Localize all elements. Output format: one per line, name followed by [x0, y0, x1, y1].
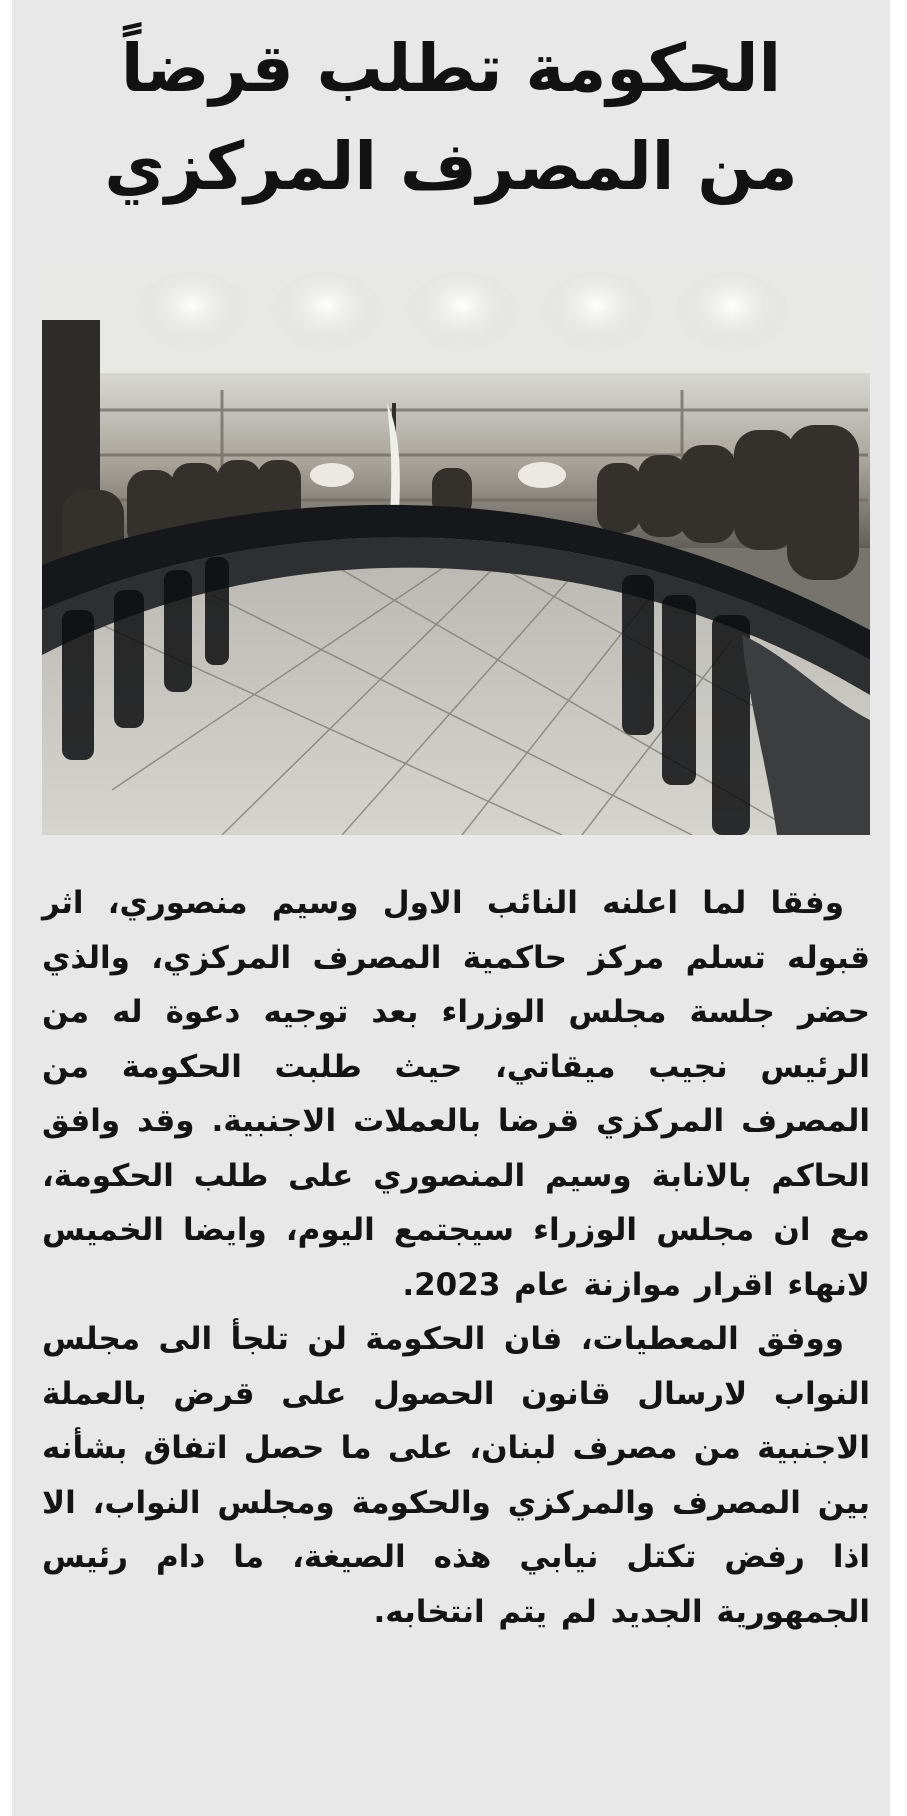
headline-line-1: الحكومة تطلب قرضاً	[120, 30, 782, 107]
cabinet-meeting-photo	[42, 265, 870, 835]
headline-line-2: من المصرف المركزي	[104, 128, 798, 205]
paragraph-2: ووفق المعطيات، فان الحكومة لن تلجأ الى مجلس النواب لارسال قانون الحصول على قرض بالعملة الاجنبية من مصرف لبنان، على ما حصل اتفاق بشأنه بين المصرف والمركزي والحكومة ومجلس النواب، الا اذا رفض تكتل نيابي هذه الصيغة، ما دام رئيس الجمهورية الجديد لم يتم انتخابه.	[42, 1321, 870, 1630]
paragraph-1: وفقا لما اعلنه النائب الاول وسيم منصوري، اثر قبوله تسلم مركز حاكمية المصرف المركزي، والذي حضر جلسة مجلس الوزراء بعد توجيه دعوة له من الرئيس نجيب ميقاتي، حيث طلبت الحكومة من المصرف المركزي قرضا بالعملات الاجنبية. وقد وافق الحاكم بالانابة وسيم المنصوري على طلب الحكومة، مع ان مجلس الوزراء سيجتمع اليوم، وايضا الخميس لانهاء اقرار موازنة عام 2023.	[42, 885, 870, 1303]
headline	[12, 20, 890, 216]
ceiling-lights	[132, 272, 792, 368]
article-body	[42, 876, 870, 1639]
article-photo	[42, 265, 870, 835]
